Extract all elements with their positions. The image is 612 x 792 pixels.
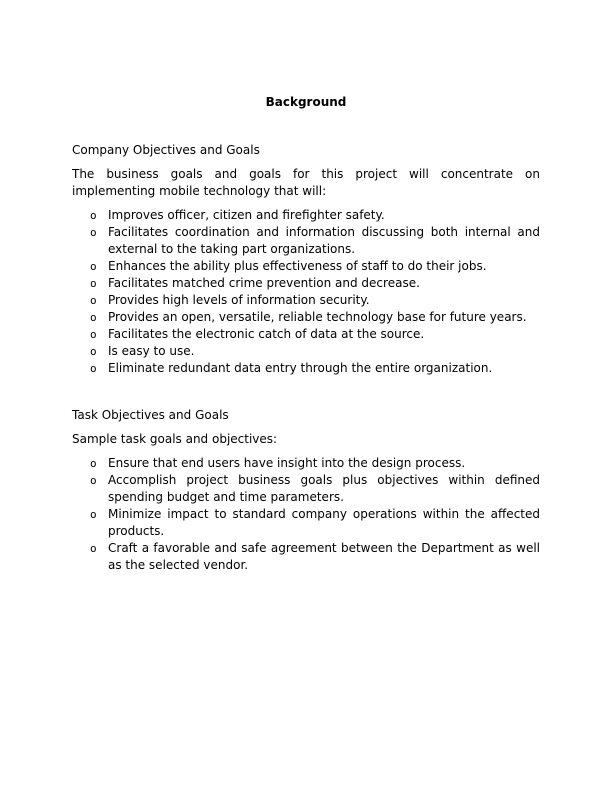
list-item-text: Provides high levels of information security. — [108, 293, 370, 307]
list-item-text: Provides an open, versatile, reliable technology base for future years. — [108, 310, 527, 324]
bullet-icon: o — [90, 328, 97, 341]
list-item-text: Enhances the ability plus effectiveness of staff to do their jobs. — [108, 259, 487, 273]
document-title: Background — [265, 95, 347, 109]
list-item — [72, 360, 540, 377]
list-item-text: Improves officer, citizen and firefighter safety. — [108, 208, 385, 222]
list-item — [72, 224, 540, 258]
list-item — [72, 343, 540, 360]
bullet-icon: o — [90, 474, 97, 487]
bullet-icon: o — [90, 226, 97, 239]
list-item — [72, 258, 540, 275]
bullet-icon: o — [90, 311, 97, 324]
list-item-text: Accomplish project business goals plus objectives within defined spending budget and time parameters. — [108, 473, 540, 504]
bullet-icon: o — [90, 260, 97, 273]
list-item-text: Is easy to use. — [108, 344, 195, 358]
list-item — [72, 455, 540, 472]
bullet-list — [72, 207, 540, 377]
bullet-icon: o — [90, 277, 97, 290]
list-item-text: Facilitates the electronic catch of data at the source. — [108, 327, 425, 341]
list-item — [72, 309, 540, 326]
section-intro: Sample task goals and objectives: — [72, 432, 278, 446]
bullet-list — [72, 455, 540, 574]
list-item — [72, 207, 540, 224]
list-item — [72, 275, 540, 292]
list-item-text: Eliminate redundant data entry through the entire organization. — [108, 361, 493, 375]
section-heading: Company Objectives and Goals — [72, 143, 260, 157]
bullet-icon: o — [90, 294, 97, 307]
company-objectives-section — [72, 142, 540, 377]
section-intro: The business goals and goals for this project will concentrate on implementing mobile technology that will: — [72, 167, 540, 198]
list-item — [72, 540, 540, 574]
task-objectives-section — [72, 407, 540, 574]
list-item — [72, 292, 540, 309]
section-heading: Task Objectives and Goals — [72, 408, 229, 422]
bullet-icon: o — [90, 345, 97, 358]
list-item-text: Ensure that end users have insight into the design process. — [108, 456, 466, 470]
bullet-icon: o — [90, 209, 97, 222]
list-item-text: Minimize impact to standard company operations within the affected products. — [108, 507, 540, 538]
bullet-icon: o — [90, 542, 97, 555]
list-item-text: Facilitates matched crime prevention and decrease. — [108, 276, 420, 290]
list-item — [72, 326, 540, 343]
list-item — [72, 472, 540, 506]
bullet-icon: o — [90, 508, 97, 521]
list-item-text: Craft a favorable and safe agreement between the Department as well as the selected vendor. — [108, 541, 540, 572]
list-item-text: Facilitates coordination and information discussing both internal and external to the taking part organizations. — [108, 225, 540, 256]
list-item — [72, 506, 540, 540]
bullet-icon: o — [90, 362, 97, 375]
bullet-icon: o — [90, 457, 97, 470]
